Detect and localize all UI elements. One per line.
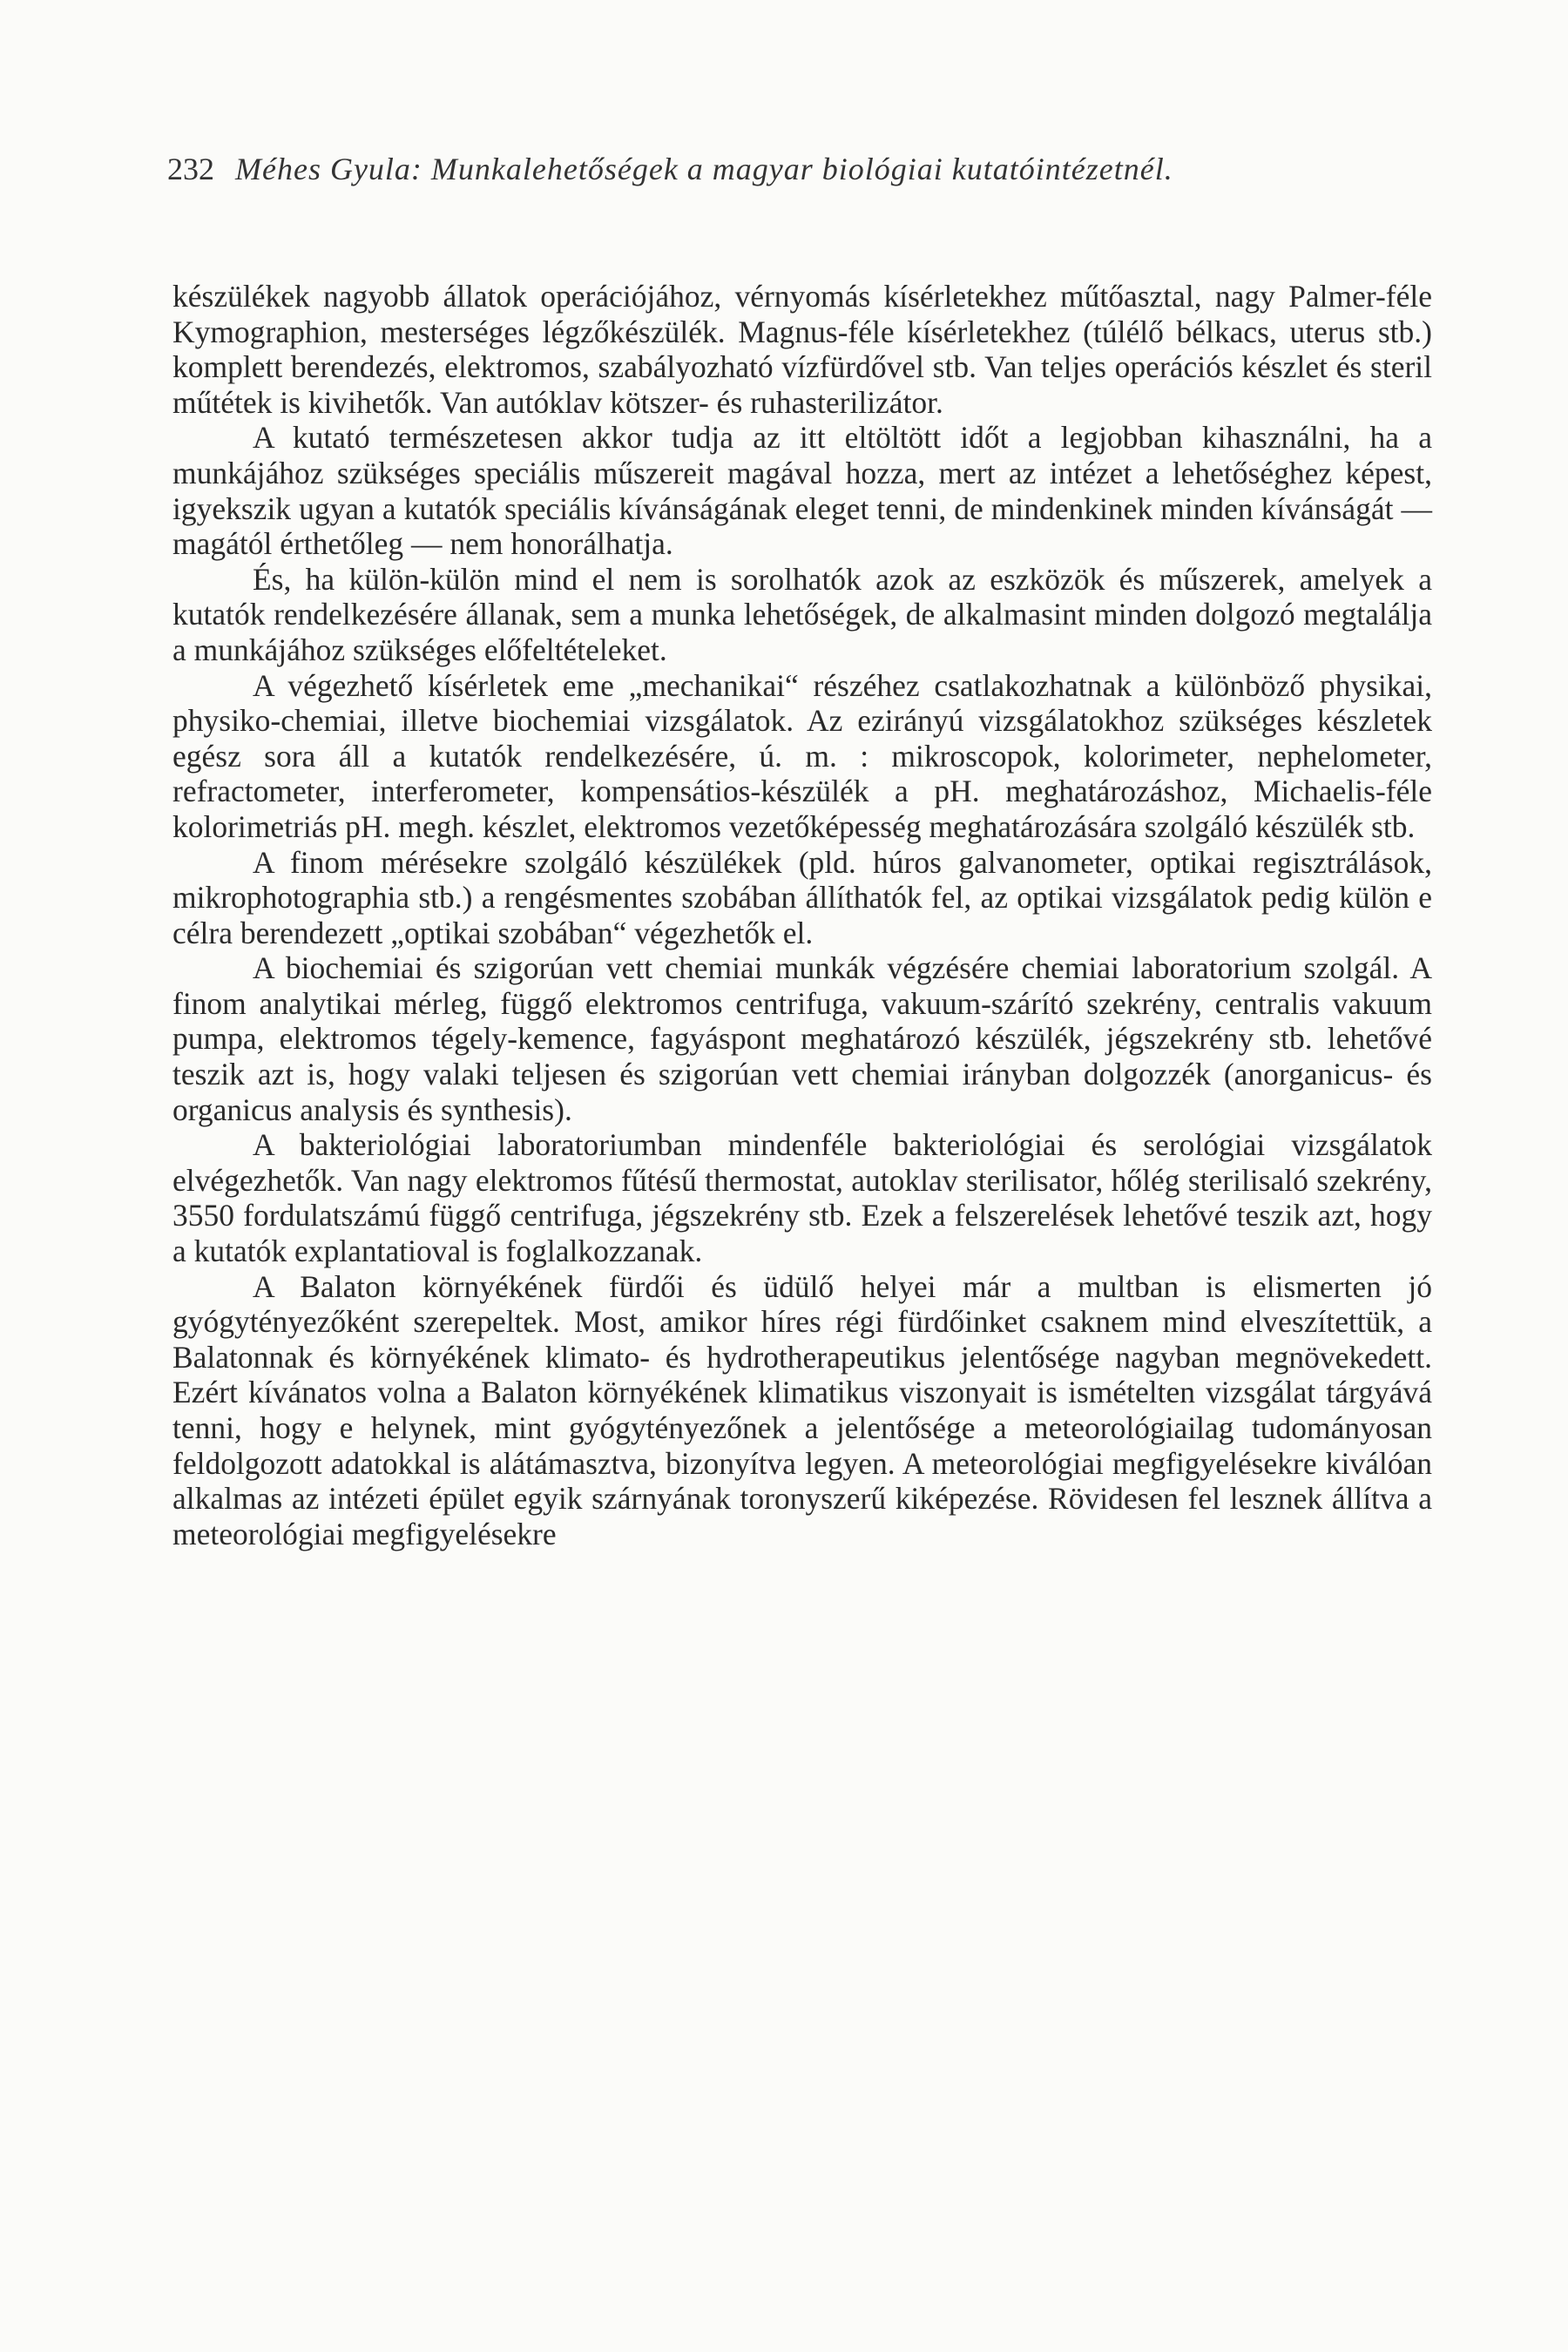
running-title: Méhes Gyula: Munkalehetőségek a magyar biológiai kutatóintézetnél.: [235, 152, 1173, 186]
paragraph: A kutató természetesen akkor tudja az itt eltöltött időt a legjobban kihasználni, ha a munkájához szükséges speciális műszereit magával hozza, mert az intézet a lehetőséghez képest, igyekszik ugyan a kutatók speciális kívánságának eleget tenni, de mindenkinek minden kívánságát — magától érthetőleg — nem honorálhatja.: [172, 420, 1432, 562]
body-text: [172, 279, 1432, 1551]
paragraph: A biochemiai és szigorúan vett chemiai munkák végzésére chemiai laboratorium szolgál. A finom analytikai mérleg, függő elektromos centrifuga, vakuum-szárító szekrény, centralis vakuum pumpa, elektromos tégely-kemence, fagyáspont meghatározó készülék, jégszekrény stb. lehetővé teszik azt is, hogy valaki teljesen és szigorúan vett chemiai irányban dolgozzék (anorganicus- és organicus analysis és synthesis).: [172, 950, 1432, 1127]
paragraph: A végezhető kísérletek eme „mechanikai“ részéhez csatlakozhatnak a különböző physikai, physiko-chemiai, illetve biochemiai vizsgálatok. Az ezirányú vizsgálatokhoz szükséges készletek egész sora áll a kutatók rendelkezésére, ú. m. : mikroscopok, kolorimeter, nephelometer, refractometer, interferometer, kompensátios-készülék a pH. meghatározáshoz, Michaelis-féle kolorimetriás pH. megh. készlet, elektromos vezetőképesség meghatározására szolgáló készülék stb.: [172, 667, 1432, 844]
paragraph: A Balaton környékének fürdői és üdülő helyei már a multban is elismerten jó gyógytényezőként szerepeltek. Most, amikor híres régi fürdőinket csaknem mind elveszítettük, a Balatonnak és környékének klimato- és hydrotherapeutikus jelentősége nagyban megnövekedett. Ezért kívánatos volna a Balaton környékének klimatikus viszonyait is ismételten vizsgálat tárgyává tenni, hogy e helynek, mint gyógytényezőnek a jelentősége a meteorológiailag tudományosan feldolgozott adatokkal is alátámasztva, bizonyítva legyen. A meteorológiai megfigyelésekre kiválóan alkalmas az intézeti épület egyik szárnyának toronyszerű kiképezése. Rövidesen fel lesznek állítva a meteorológiai megfigyelésekre: [172, 1268, 1432, 1551]
paragraph: A bakteriológiai laboratoriumban mindenféle bakteriológiai és serológiai vizsgálatok elvégezhetők. Van nagy elektromos fűtésű thermostat, autoklav sterilisator, hőlég sterilisaló szekrény, 3550 fordulatszámú függő centrifuga, jégszekrény stb. Ezek a felszerelések lehetővé teszik azt, hogy a kutatók explantatioval is foglalkozzanak.: [172, 1127, 1432, 1269]
page-number: 232: [167, 152, 214, 186]
page-header: [167, 150, 1439, 188]
paragraph: A finom mérésekre szolgáló készülékek (pld. húros galvanometer, optikai regisztrálások, mikrophotographia stb.) a rengésmentes szobában állíthatók fel, az optikai vizsgálatok pedig külön e célra berendezett „optikai szobában“ végezhetők el.: [172, 844, 1432, 950]
paragraph: És, ha külön-külön mind el nem is sorolhatók azok az eszközök és műszerek, amelyek a kutatók rendelkezésére állanak, sem a munka lehetőségek, de alkalmasint minden dolgozó megtalálja a munkájához szükséges előfeltételeket.: [172, 561, 1432, 667]
paragraph: készülékek nagyobb állatok operációjához, vérnyomás kísérletekhez műtőasztal, nagy Palmer-féle Kymographion, mesterséges légzőkészülék. Magnus-féle kísérletekhez (túlélő bélkacs, uterus stb.) komplett berendezés, elektromos, szabályozható vízfürdővel stb. Van teljes operációs készlet és steril műtétek is kivihetők. Van autóklav kötszer- és ruhasterilizátor.: [172, 279, 1432, 420]
